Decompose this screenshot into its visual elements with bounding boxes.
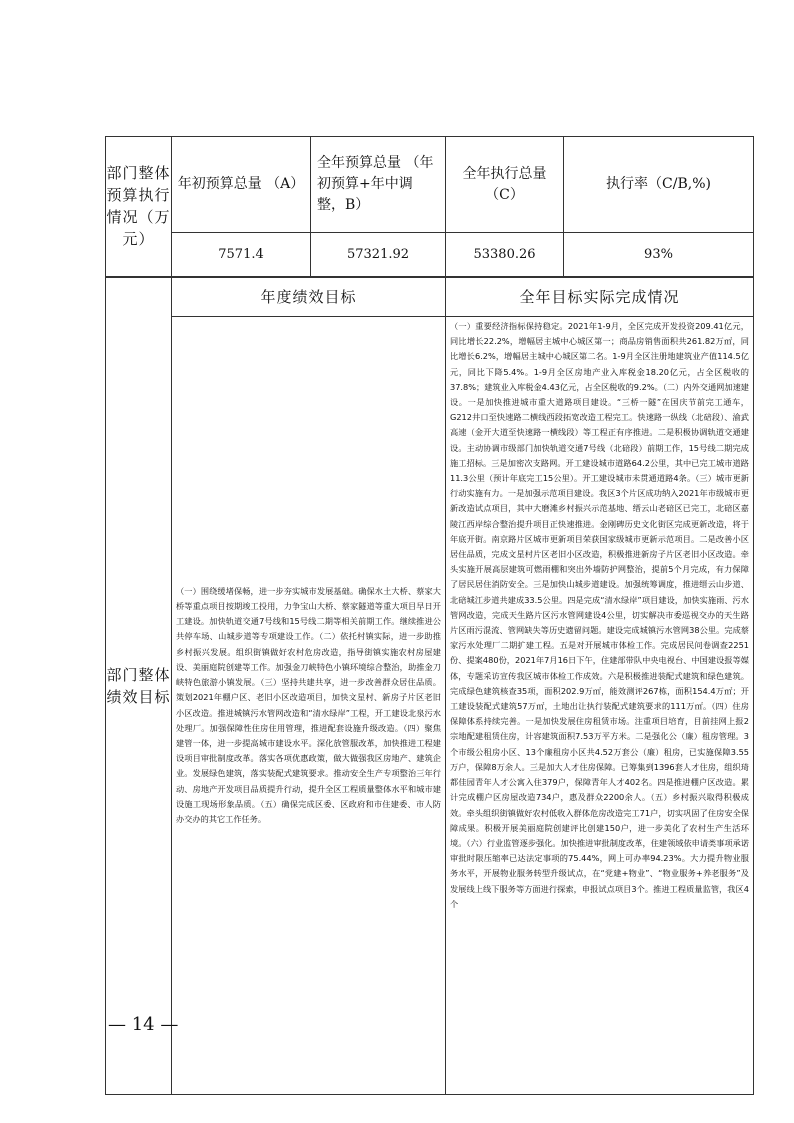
- performance-row-label: 部门整体 绩效目标: [106, 277, 172, 1095]
- actual-completion-header: 全年目标实际完成情况: [446, 277, 754, 317]
- value-full-year-execution: 53380.26: [446, 233, 564, 277]
- annual-goal-header: 年度绩效目标: [172, 277, 446, 317]
- col-full-year-budget: 全年预算总量 （年初预算+年中调整，B）: [311, 137, 446, 233]
- page-number: — 14 —: [108, 1014, 179, 1035]
- col-full-year-execution: 全年执行总量 （C）: [446, 137, 564, 233]
- annual-goal-text: （一）围绕缓堵保畅，进一步夯实城市发展基础。确保水土大桥、蔡家大桥等重点项目按期竣工投用，力争宝山大桥、蔡家隧道等重大项目早日开工建设。加快轨道交通7号线和15号线二期等相关前期工作。继续推进公共停车场、山城步道等专项建设工作。（二）依托村镇实际，进一步助推乡村振兴发展。组织街镇做好农村危房改造，指导街镇实施农村房屋建设、美丽庭院创建等工作。加强金刀峡特色小镇环境综合整治，助推金刀峡特色旅游小镇发展。（三）坚持共建共享，进一步改善群众居住品质。策划2021年棚户区、老旧小区改造项目，加快文星村、新房子片区老旧小区改造。推进城镇污水管网改造和“清水绿岸”工程，开工建设北泉污水处理厂。加强保障性住房住用管理，推进配套设施升级改造。（四）聚焦建管一体，进一步提高城市建设水平。深化放管服改革，加快推进工程建设项目审批制度改革。落实各项优惠政策，做大做强我区房地产、建筑企业。发展绿色建筑，落实装配式建筑要求。推动安全生产专项整治三年行动、房地产开发项目品质提升行动，提升全区工程质量整体水平和城市建设施工现场形象品质。（五）确保完成区委、区政府和市住建委、市人防办交办的其它工作任务。: [172, 317, 446, 1095]
- col-execution-rate: 执行率（C/B,%): [564, 137, 754, 233]
- budget-row-label: 部门整体预算执行情况（万元）: [106, 137, 172, 277]
- value-initial-budget: 7571.4: [172, 233, 311, 277]
- actual-completion-text: （一）重要经济指标保持稳定。2021年1-9月，全区完成开发投资209.41亿元，同比增长22.2%，增幅居主城中心城区第一；商品房销售面积共261.82万㎡，同比增长6.2%，增幅居主城中心城区第二名。1-9月全区注册地建筑业产值114.5亿元，同比下降5.4%。1-9月全区房地产业入库税金18.20亿元，占全区税收的37.8%；建筑业入库税金4.43亿元，占全区税收的9.2%。（二）内外交通网加速建设。一是加快推进城市重大道路项目建设。“三桥一隧”在国庆节前完工通车，G212井口至快速路二横线西段拓宽改造工程完工。快速路一纵线（北碚段）、渝武高速（金开大道至快速路一横线段）等工程正有序推进。二是积极协调轨道交通建设。主动协调市级部门加快轨道交通7号线（北碚段）前期工作，15号线二期完成施工招标。三是加密次支路网。开工建设城市道路64.2公里，其中已完工城市道路11.3公里（预计年底完工15公里）。开工建设城市未贯通道路4条。（三）城市更新行动实施有力。一是加强示范项目建设。我区3个片区成功纳入2021年市级城市更新改造试点项目，其中大磨滩乡村振兴示范基地、缙云山老碚区已完工，北碚区嘉陵江西岸综合整治提升项目正快速推进。金刚碑历史文化街区完成更新改造，将于年底开街。南京路片区城市更新项目荣获国家级城市更新示范项目。二是改善小区居住品质，完成文星村片区老旧小区改造，积极推进新房子片区老旧小区改造。牵头实施开展高层建筑可燃雨棚和突出外墙防护网整治，提前5个月完成，有力保障了居民居住消防安全。三是加快山城步道建设。加强统筹调度，推进缙云山步道、北碚城江步道共建成33.5公里。四是完成“清水绿岸”项目建设，加快实施雨、污水管网改造，完成天生路片区污水管网建设4公里，切实解决市委巡视交办的天生路片区雨污混流、管网缺失等历史遗留问题。建设完成城镇污水管网38公里。完成蔡家污水处理厂二期扩建工程。五是对开展城市体检工作。完成居民问卷调查2251份、提案480份，2021年7月16日下午，住建部带队中央电视台、中国建设报等媒体，专题采访宣传我区城市体检工作成效。六是积极推进装配式建筑和绿色建筑。完成绿色建筑核查35项，面积202.9万㎡，能效测评267栋，面积154.4万㎡；开工建设装配式建筑57万㎡，土地出让执行装配式建筑要求的111万㎡。（四）住房保障体系持续完善。一是加快发展住房租赁市场。注重项目培育，目前挂网上报2宗地配建租赁住房，计容建筑面积7.53万平方米。二是强化公（廉）租房管理。3个市级公租房小区、13个廉租房小区共4.52万套公（廉）租房，已实施保障3.55万户，保障8万余人。三是加大人才住房保障。已筹集到1396套人才住房，组织琦都佳园青年人才公寓入住379户，保障青年人才402名。四是推进棚户区改造。累计完成棚户区房屋改造734户，惠及群众2200余人。（五）乡村振兴取得积极成效。牵头组织街镇做好农村低收入群体危房改造完工71户，切实巩固了住房安全保障成果。积极开展美丽庭院创建评比创建150户，进一步美化了农村生产生活环境。（六）行业监管逐步强化。加快推进审批制度改革，住建领域依申请类事项承诺审批时限压缩率已达法定事项的75.44%，网上可办率94.23%。大力提升物业服务水平，开展物业服务转型升级试点，在“党建+物业”、“物业服务+养老服务”及发展线上线下服务等方面进行探索，申报试点项目3个。推进工程质量监管，我区4个: [446, 317, 754, 1095]
- col-initial-budget: 年初预算总量 （A）: [172, 137, 311, 233]
- value-full-year-budget: 57321.92: [311, 233, 446, 277]
- budget-performance-table: [105, 136, 754, 1095]
- value-execution-rate: 93%: [564, 233, 754, 277]
